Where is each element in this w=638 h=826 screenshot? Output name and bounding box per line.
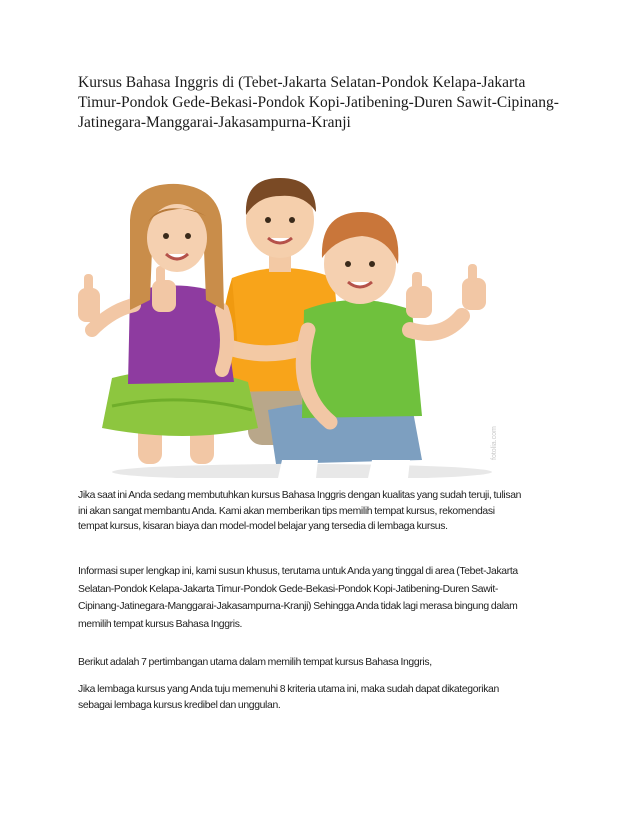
title-line: Kursus Bahasa Inggris di (Tebet-Jakarta Selatan-Pondok Kelapa-Jakarta — [78, 74, 526, 91]
text-line: Jika lembaga kursus yang Anda tuju memenuhi 8 kriteria utama ini, maka sudah dapat dikategorikan — [78, 684, 499, 695]
photo-watermark: fotolia.com — [491, 426, 498, 460]
text-line: Selatan-Pondok Kelapa-Jakarta Timur-Pondok Gede-Bekasi-Pondok Kopi-Jatibening-Duren Sawit- — [78, 583, 498, 595]
paragraph-intro — [78, 488, 578, 535]
text-line: Informasi super lengkap ini, kami susun khusus, terutama untuk Anda yang tinggal di area (Tebet-Jakarta — [78, 566, 518, 577]
right-boy — [268, 212, 486, 478]
text-line: Jika saat ini Anda sedang membutuhkan kursus Bahasa Inggris dengan kualitas yang sudah teruji, tulisan — [78, 490, 522, 501]
paragraph-info — [78, 563, 578, 633]
paragraph-considerations — [78, 655, 578, 671]
left-girl — [78, 184, 258, 464]
children-thumbs-up-photo — [72, 160, 504, 478]
title-line: Jatinegara-Manggarai-Jakasampurna-Kranji — [78, 114, 351, 131]
text-line: Cipinang-Jatinegara-Manggarai-Jakasampurna-Kranji) Sehingga Anda tidak lagi merasa bingung dalam — [78, 601, 518, 612]
document-title — [78, 73, 568, 133]
text-line: ini akan sangat membantu Anda. Kami akan memberikan tips memilih tempat kursus, rekomendasi — [78, 505, 495, 517]
text-line: tempat kursus, kisaran biaya dan model-model belajar yang tersedia di lembaga kursus. — [78, 521, 448, 532]
text-line: memilih tempat kursus Bahasa Inggris. — [78, 618, 243, 630]
paragraph-criteria — [78, 682, 578, 713]
text-line: Berikut adalah 7 pertimbangan utama dalam memilih tempat kursus Bahasa Inggris, — [78, 657, 432, 668]
title-line: Timur-Pondok Gede-Bekasi-Pondok Kopi-Jatibening-Duren Sawit-Cipinang- — [78, 94, 559, 111]
text-line: sebagai lembaga kursus kredibel dan unggulan. — [78, 699, 281, 711]
